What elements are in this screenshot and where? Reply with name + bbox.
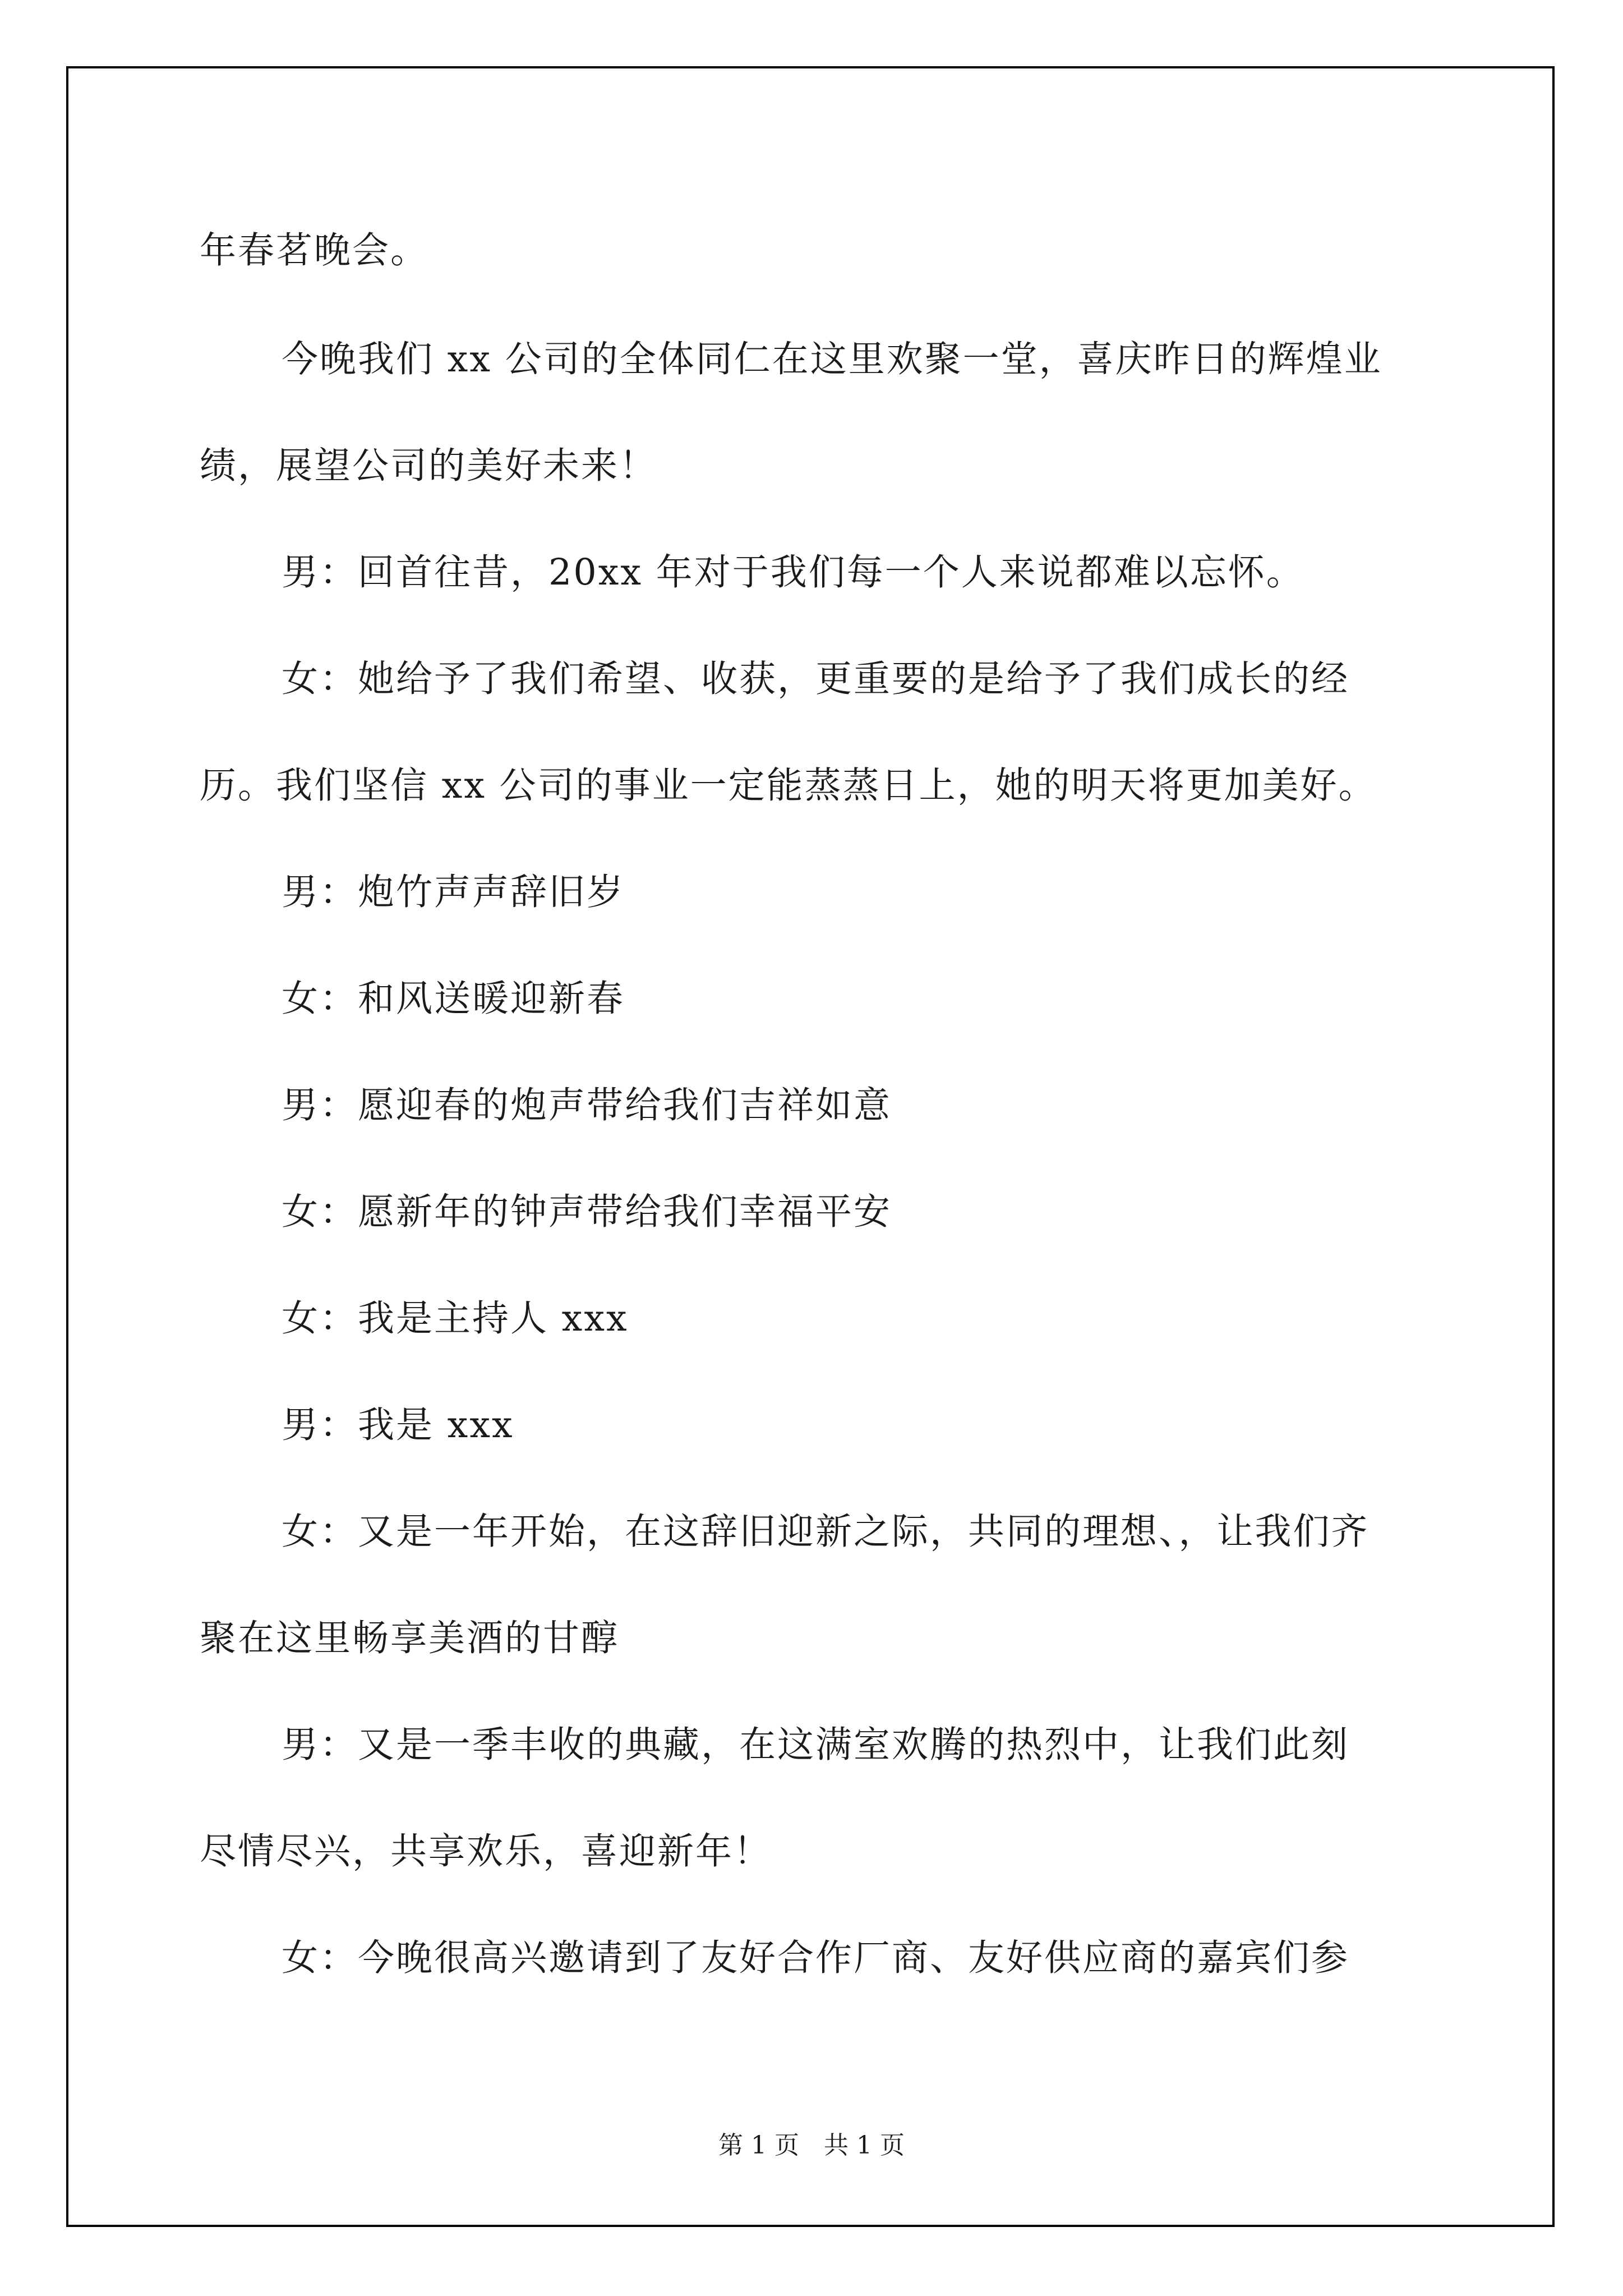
text-line: 聚在这里畅享美酒的甘醇 (200, 1617, 620, 1659)
text-line: 绩，展望公司的美好未来！ (200, 445, 658, 487)
text-line: 男：又是一季丰收的典藏，在这满室欢腾的热烈中，让我们此刻 (282, 1724, 1350, 1766)
text-line: 女：和风送暖迎新春 (282, 978, 625, 1020)
text-line: 年春茗晚会。 (200, 229, 429, 272)
text-line: 女：愿新年的钟声带给我们幸福平安 (282, 1191, 892, 1233)
text-line: 今晚我们 xx 公司的全体同仁在这里欢聚一堂，喜庆昨日的辉煌业 (282, 338, 1382, 380)
text-line: 男：回首往昔，20xx 年对于我们每一个人来说都难以忘怀。 (282, 551, 1304, 593)
text-line: 女：又是一年开始，在这辞旧迎新之际，共同的理想、，让我们齐 (282, 1511, 1370, 1553)
text-line: 女：今晚很高兴邀请到了友好合作厂商、友好供应商的嘉宾们参 (282, 1937, 1350, 1979)
text-line: 男：我是 xxx (282, 1404, 514, 1446)
text-line: 女：我是主持人 xxx (282, 1297, 629, 1340)
text-line: 男：炮竹声声辞旧岁 (282, 871, 625, 913)
text-line: 历。我们坚信 xx 公司的事业一定能蒸蒸日上，她的明天将更加美好。 (200, 765, 1377, 807)
text-line: 男：愿迎春的炮声带给我们吉祥如意 (282, 1084, 892, 1126)
page-border (66, 66, 1555, 2227)
text-line: 女：她给予了我们希望、收获，更重要的是给予了我们成长的经 (282, 658, 1350, 700)
text-line: 尽情尽兴，共享欢乐，喜迎新年！ (200, 1830, 772, 1872)
page-number-footer: 第 1 页 共 1 页 (718, 2131, 905, 2160)
